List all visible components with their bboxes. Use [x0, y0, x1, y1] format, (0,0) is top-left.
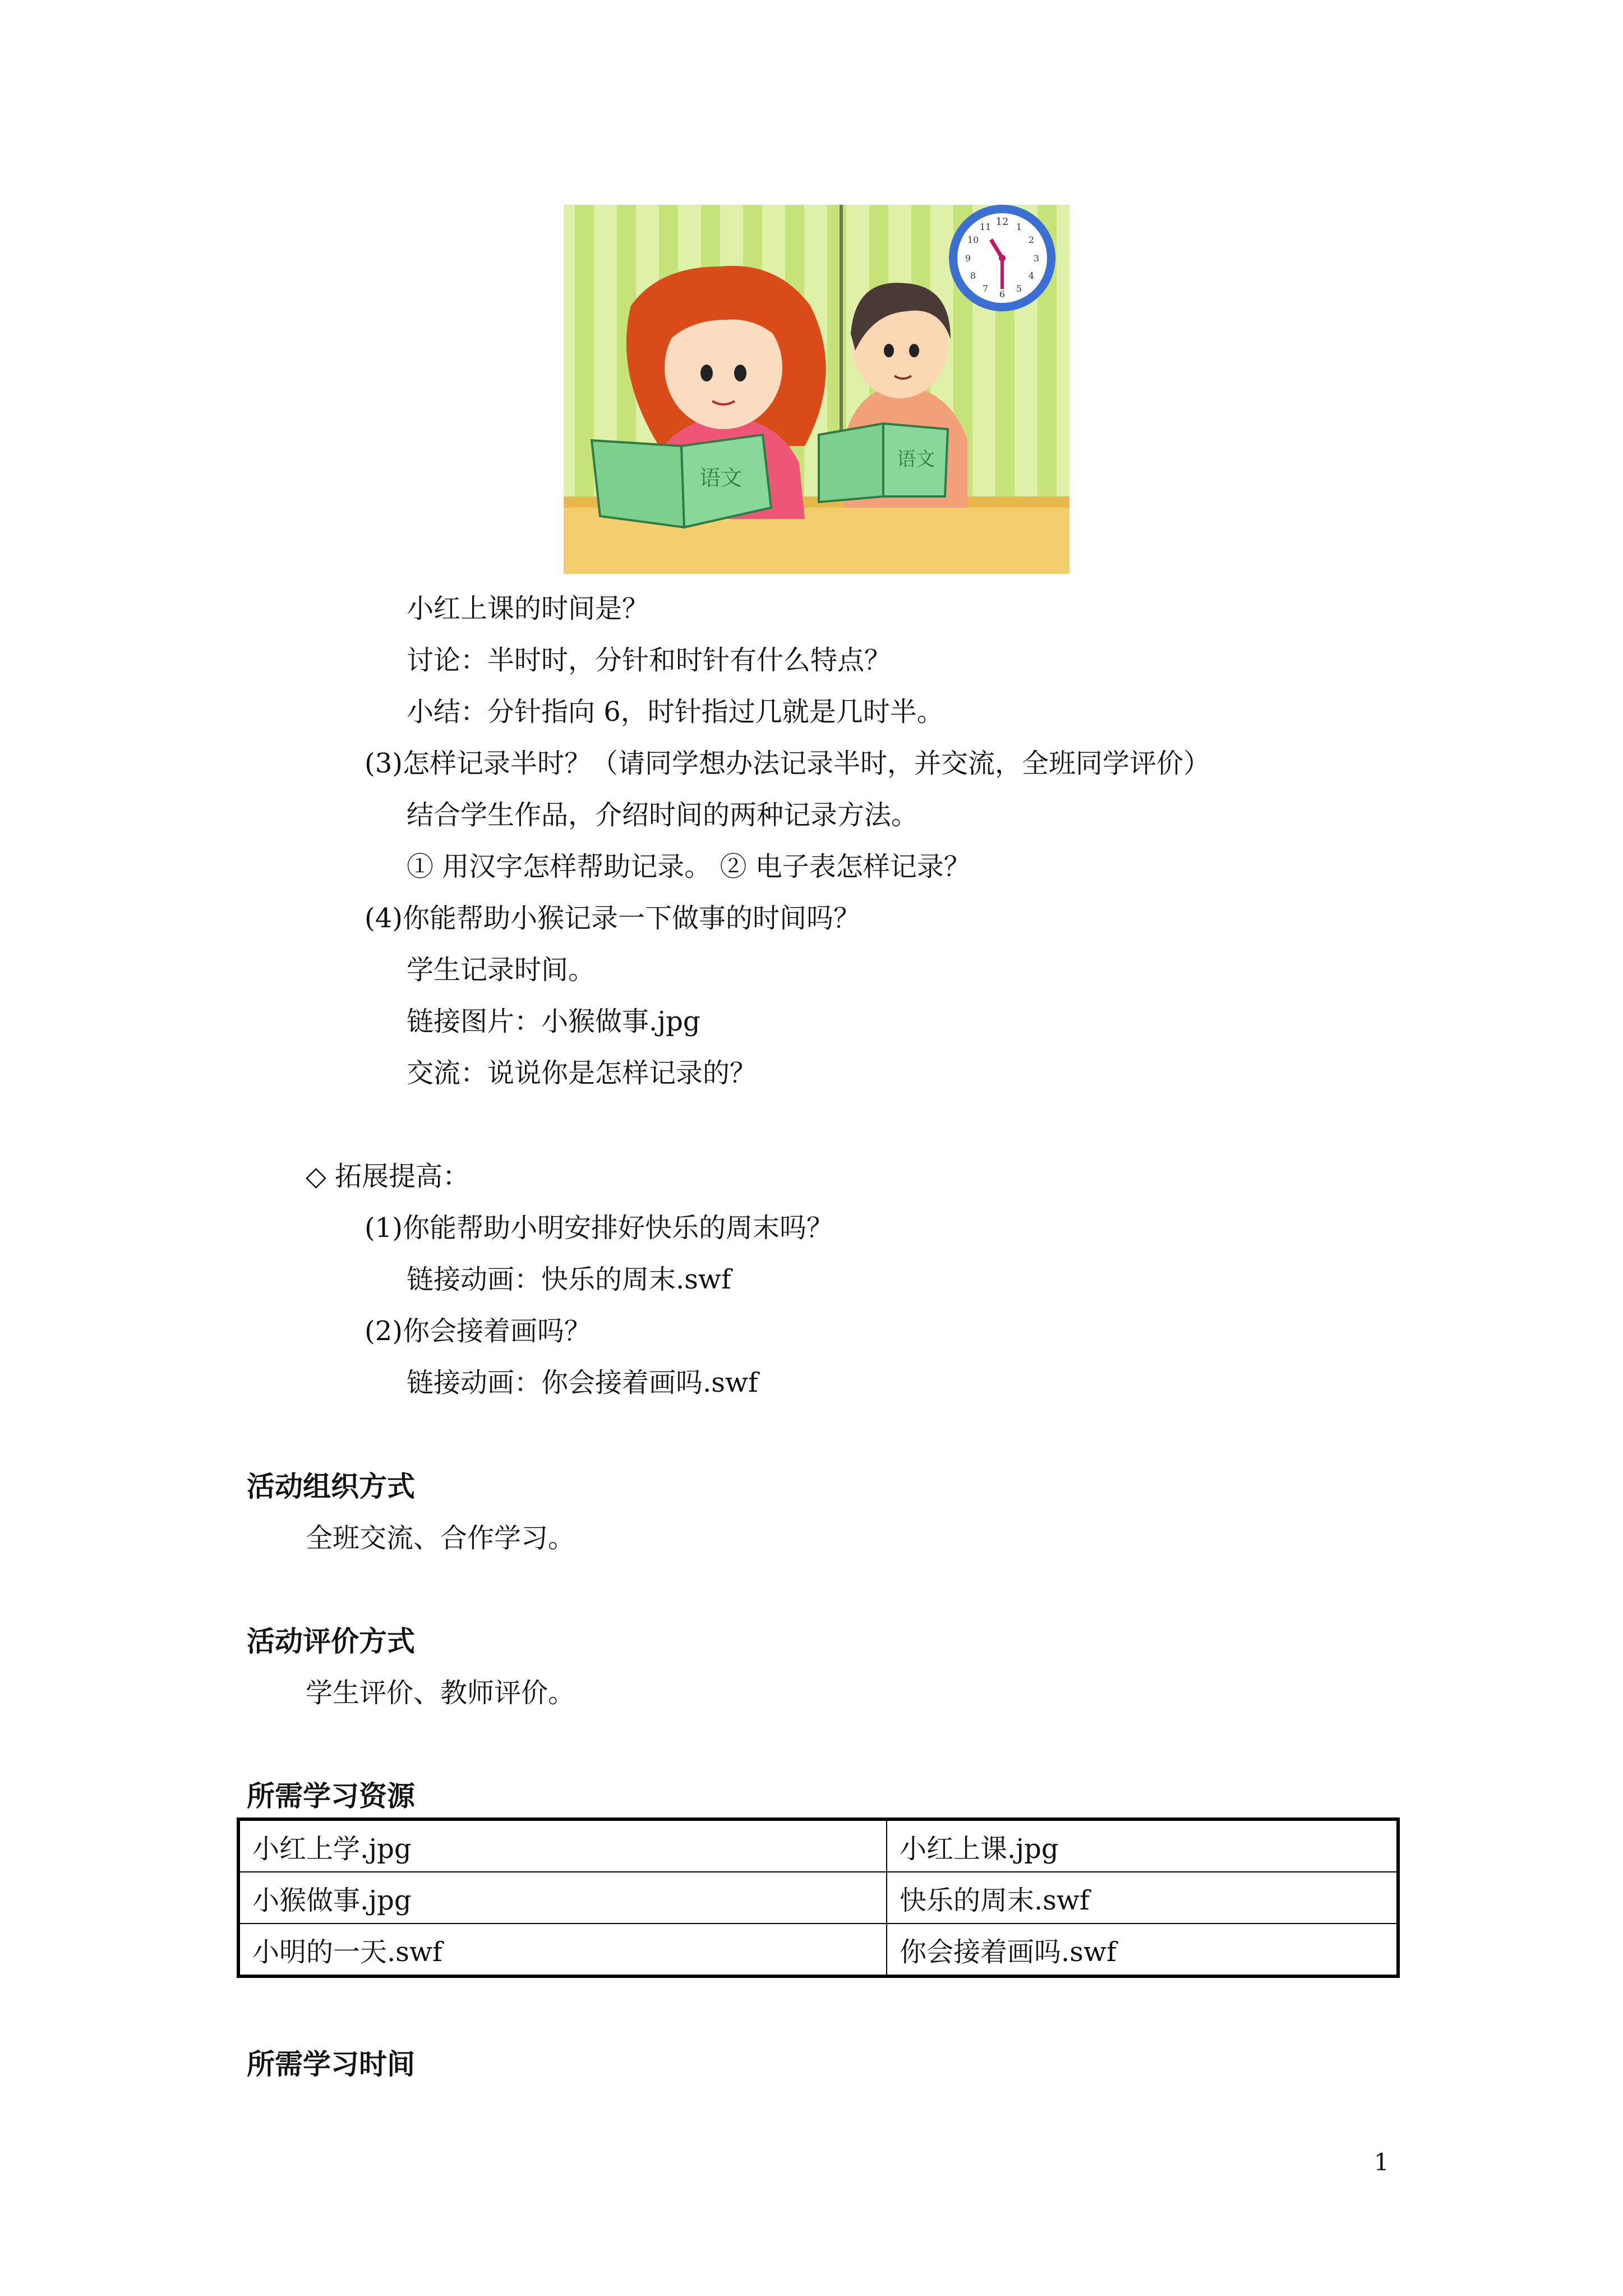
extension-item: (2)你会接着画吗？: [365, 1315, 591, 1347]
table-cell: 快乐的周末.swf: [887, 1872, 1398, 1924]
reading-illustration: [564, 205, 1069, 574]
svg-text:8: 8: [970, 270, 976, 281]
text-line: 交流：说说你是怎样记录的？: [407, 1057, 757, 1089]
text-line: (3)怎样记录半时？（请同学想办法记录半时，并交流，全班同学评价）: [365, 748, 1210, 779]
page-number: 1: [1374, 2148, 1389, 2176]
table-cell: 小红上学.jpg: [238, 1819, 887, 1872]
section-text-organization: 全班交流、合作学习。: [306, 1522, 575, 1554]
table-row: [238, 1819, 1398, 1872]
text-line: 小结：分针指向 6，时针指过几就是几时半。: [407, 696, 944, 728]
svg-text:语文: 语文: [699, 466, 743, 490]
svg-text:语文: 语文: [897, 448, 935, 471]
svg-text:5: 5: [1016, 283, 1022, 294]
svg-text:12: 12: [995, 216, 1009, 228]
text-line: (4)你能帮助小猴记录一下做事的时间吗？: [365, 903, 860, 934]
text-line: 链接图片：小猴做事.jpg: [407, 1006, 700, 1037]
section-heading-resources: 所需学习资源: [247, 1780, 415, 1812]
svg-text:4: 4: [1028, 270, 1035, 281]
svg-text:7: 7: [982, 283, 989, 294]
svg-text:6: 6: [999, 289, 1006, 300]
svg-text:3: 3: [1033, 253, 1040, 264]
text-line: 学生记录时间。: [407, 954, 596, 986]
section-text-evaluation: 学生评价、教师评价。: [306, 1677, 575, 1709]
extension-item: (1)你能帮助小明安排好快乐的周末吗？: [365, 1212, 833, 1244]
svg-text:2: 2: [1028, 234, 1035, 245]
svg-text:10: 10: [967, 234, 979, 245]
section-heading-organization: 活动组织方式: [247, 1470, 415, 1503]
extension-item: 链接动画：你会接着画吗.swf: [407, 1367, 758, 1398]
section-heading-time: 所需学习时间: [247, 2048, 415, 2081]
section-heading-evaluation: 活动评价方式: [247, 1625, 415, 1658]
table-cell: 小明的一天.swf: [238, 1924, 887, 1976]
extension-title: ◇ 拓展提高：: [306, 1161, 470, 1192]
svg-text:1: 1: [1016, 222, 1022, 232]
svg-text:11: 11: [979, 222, 992, 232]
table-cell: 小猴做事.jpg: [238, 1872, 887, 1924]
text-line: 小红上课的时间是？: [407, 593, 649, 624]
table-row: [238, 1924, 1398, 1976]
text-line: ① 用汉字怎样帮助记录。 ② 电子表怎样记录？: [407, 851, 971, 882]
girl-book-icon: [592, 435, 771, 527]
resources-table: [237, 1818, 1400, 1978]
text-line: 结合学生作品，介绍时间的两种记录方法。: [407, 799, 919, 831]
text-line: 讨论：半时时，分针和时针有什么特点？: [407, 645, 892, 676]
clock-icon: [949, 205, 1055, 311]
table-cell: 小红上课.jpg: [887, 1819, 1398, 1872]
table-row: [238, 1872, 1398, 1924]
svg-text:9: 9: [965, 253, 971, 264]
boy-book-icon: [819, 424, 948, 502]
extension-item: 链接动画：快乐的周末.swf: [407, 1264, 731, 1295]
table-cell: 你会接着画吗.swf: [887, 1924, 1398, 1976]
